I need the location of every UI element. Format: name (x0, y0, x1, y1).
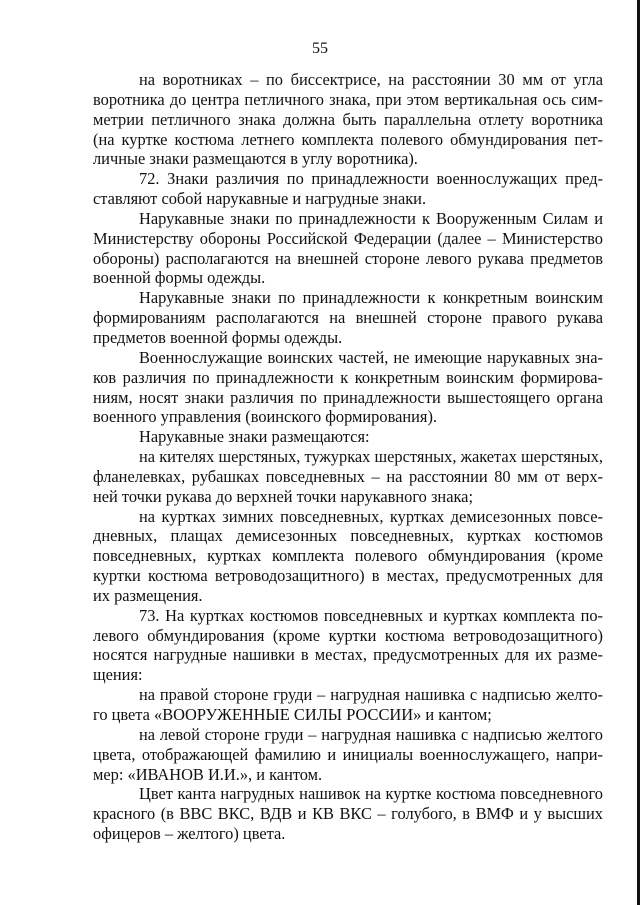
text-line: Нарукавные знаки по принадлежности к Вооруженным Силам и (139, 208, 603, 228)
text-line: повседневных, куртках комплекта полевого обмундирования (кроме (93, 546, 603, 566)
page-number: 55 (312, 40, 328, 57)
text-line: 73. На куртках костюмов повседневных и куртках комплекта по- (139, 605, 603, 625)
text-line: на правой стороне груди – нагрудная нашивка с надписью желто- (139, 685, 603, 705)
paragraph (93, 70, 603, 169)
paragraph (93, 606, 603, 685)
text-line: Цвет канта нагрудных нашивок на куртке костюма повседневного (139, 784, 603, 804)
text-line: Военнослужащие воинских частей, не имеющие нарукавных зна- (139, 347, 603, 367)
text-line: военной формы одежды. (93, 268, 266, 288)
text-line: обороны) располагаются на внешней стороне левого рукава предметов (93, 248, 603, 268)
text-line: 72. Знаки различия по принадлежности военнослужащих пред- (139, 169, 603, 189)
text-line: ней точки рукава до верхней точки нарукавного знака; (93, 486, 474, 506)
text-line: Нарукавные знаки по принадлежности к конкретным воинским (139, 288, 603, 308)
paragraph (93, 784, 603, 844)
paragraph (93, 209, 603, 288)
text-line: фланелевках, рубашках повседневных – на расстоянии 80 мм от верх- (93, 466, 603, 486)
text-line: офицеров – желтого) цвета. (93, 824, 286, 844)
text-line: их размещения. (93, 585, 203, 605)
text-line: воротника до центра петличного знака, при этом вертикальная ось сим- (93, 89, 603, 109)
paragraph (93, 725, 603, 785)
text-line: личные знаки размещаются в углу воротника). (93, 149, 418, 169)
text-line: дневных, плащах демисезонных повседневных, куртках костюмов (93, 526, 603, 546)
paragraph (93, 348, 603, 427)
text-line: Министерству обороны Российской Федерации (далее – Министерство (93, 228, 603, 248)
text-line: предметов военной формы одежды. (93, 327, 343, 347)
text-line: Нарукавные знаки размещаются: (139, 427, 370, 447)
text-line: носятся нагрудные нашивки в местах, предусмотренных для их разме- (93, 645, 603, 665)
text-line: ниям, носят знаки различия по принадлежности вышестоящего органа (93, 387, 603, 407)
paragraph (93, 507, 603, 606)
text-line: на воротниках – по биссектрисе, на расстоянии 30 мм от угла (139, 70, 603, 89)
text-line: красного (в ВВС ВКС, ВДВ и КВ ВКС – голубого, в ВМФ и у высших (93, 804, 603, 824)
paragraph (93, 447, 603, 507)
text-line: го цвета «ВООРУЖЕННЫЕ СИЛЫ РОССИИ» и кантом; (93, 705, 492, 724)
text-line: военного управления (воинского формирования). (93, 407, 438, 427)
document-body (93, 70, 603, 844)
paragraph (93, 288, 603, 348)
text-line: куртки костюма ветроводозащитного) в местах, предусмотренных для (93, 566, 603, 586)
paragraph (93, 427, 603, 447)
text-line: метрии петличного знака должна быть параллельна отлету воротника (93, 109, 603, 129)
text-line: на кителях шерстяных, тужурках шерстяных, жакетах шерстяных, (139, 447, 603, 467)
text-line: мер: «ИВАНОВ И.И.», и кантом. (93, 764, 323, 784)
text-line: на левой стороне груди – нагрудная нашивка с надписью желтого (139, 724, 603, 744)
text-line: левого обмундирования (кроме куртки костюма ветроводозащитного) (93, 625, 603, 645)
text-line: цвета, отображающей фамилию и инициалы военнослужащего, напри- (93, 744, 603, 764)
text-line: (на куртке костюма летнего комплекта полевого обмундирования пет- (93, 129, 603, 149)
paragraph (93, 169, 603, 209)
text-line: на куртках зимних повседневных, куртках демисезонных повсе- (139, 506, 603, 526)
text-line: ставляют собой нарукавные и нагрудные знаки. (93, 189, 427, 209)
text-line: ков различия по принадлежности к конкретным воинским формирова- (93, 367, 603, 387)
text-line: формированиям располагаются на внешней стороне правого рукава (93, 308, 603, 328)
paragraph (93, 685, 603, 725)
text-line: щения: (93, 665, 143, 685)
